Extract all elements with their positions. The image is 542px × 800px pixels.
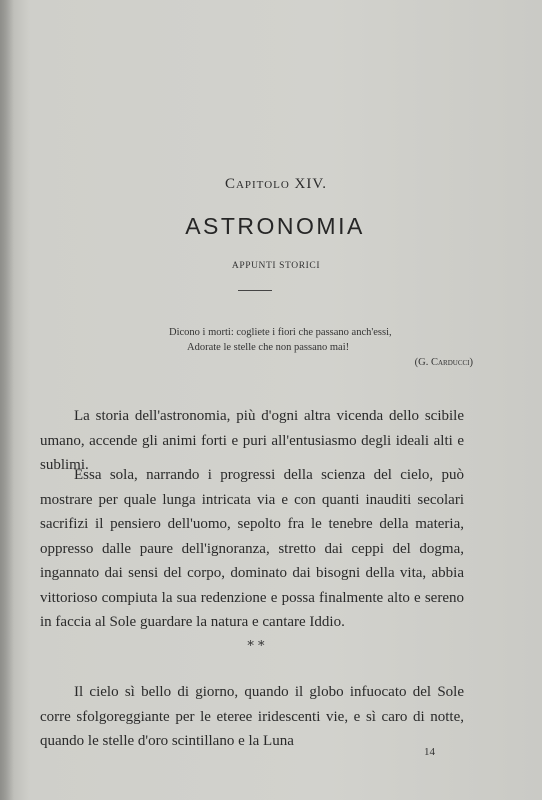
- chapter-title: ASTRONOMIA: [185, 213, 365, 239]
- title-rule: [238, 290, 272, 291]
- body-paragraph-3: Il cielo sì bello di giorno, quando il globo infuocato del Sole corre sfolgoreggiante per le eteree iridescenti vie, e sì caro di notte, quando le stelle d'oro scintillano e la Luna: [40, 684, 464, 749]
- body-paragraph-3-block: [40, 680, 464, 754]
- chapter-subtitle: APPUNTI STORICI: [231, 261, 321, 271]
- chapter-heading: Capitolo XIV.: [224, 176, 328, 192]
- epigraph-line-2: Adorate le stelle che non passano mai!: [187, 342, 350, 353]
- body-paragraph-2: Essa sola, narrando i progressi della scienza del cielo, può mostrare per quale lunga intricata via e con quanti inauditi secolari sacrifizi il pensiero dell'uomo, sepolto fra le tenebre della materia, oppresso dalle paure dell'ignoranza, stretto dai ceppi del dogma, ingannato dai sensi del corpo, dominato dai bisogni della vita, abbia vittorioso compiuta la sua redenzione e possa finalmente alto e sereno in faccia al Sole guardare la natura e cantare Iddio.: [40, 467, 464, 630]
- epigraph: [150, 325, 475, 370]
- page-number: 14: [424, 746, 435, 758]
- body-paragraph-2-block: [40, 463, 464, 635]
- section-separator: [236, 641, 276, 652]
- body-paragraph-1: La storia dell'astronomia, più d'ogni altra vicenda dello scibile umano, accende gli animi forti e puri all'entusiasmo degli ideali alti e sublimi.: [40, 408, 464, 473]
- epigraph-line-1: Dicono i morti: cogliete i fiori che passano anch'essi,: [169, 327, 392, 338]
- epigraph-attribution: (G. Carducci): [414, 357, 473, 368]
- asterism: * *: [247, 639, 265, 654]
